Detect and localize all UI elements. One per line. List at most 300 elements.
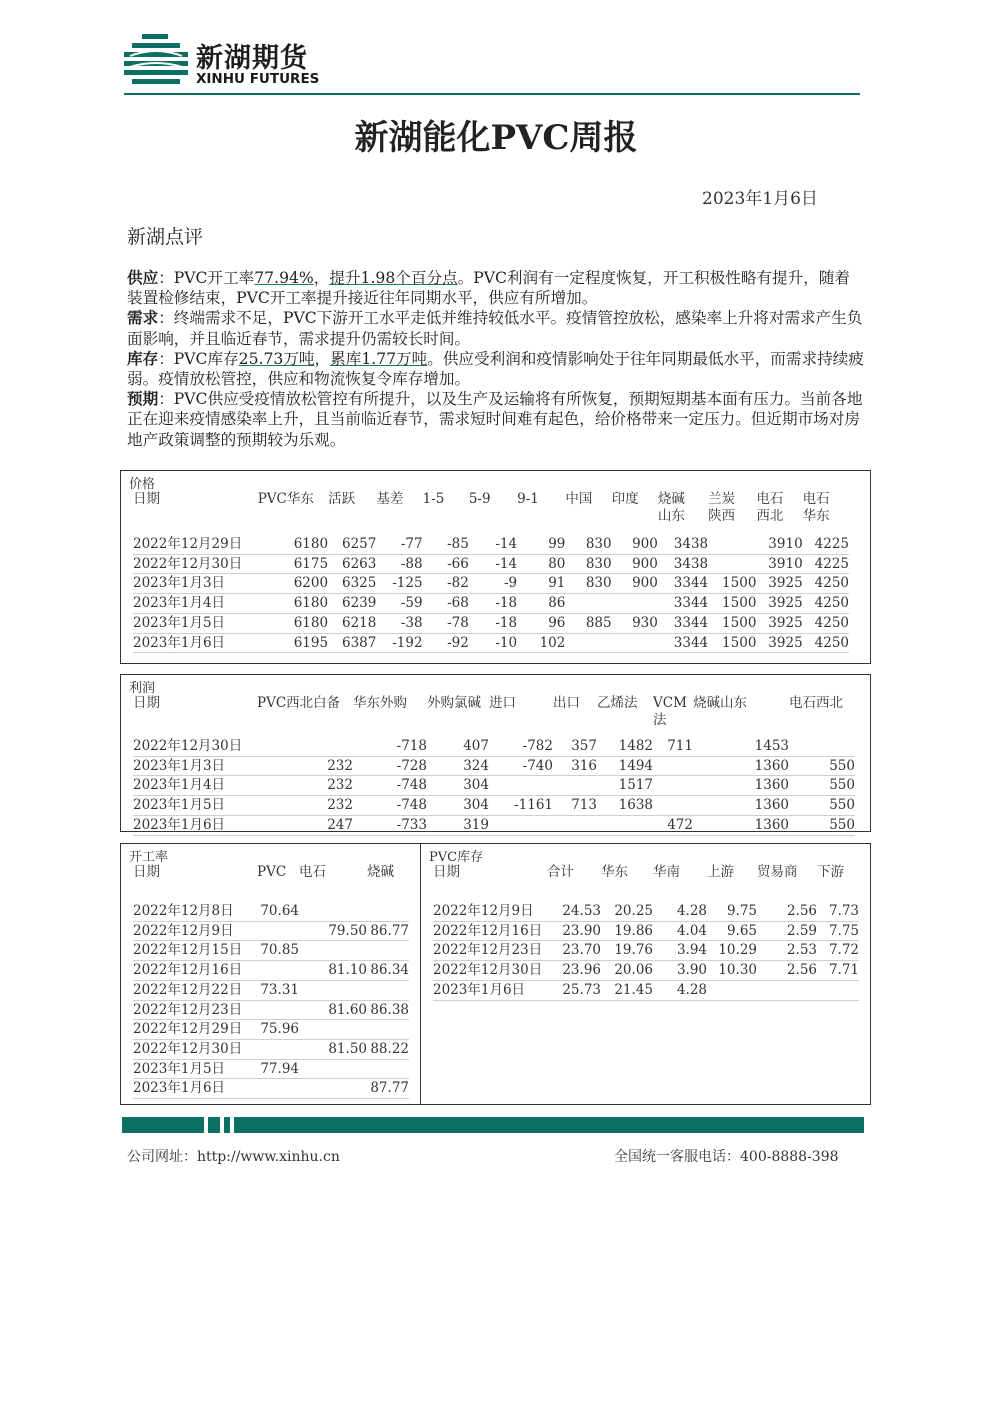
value-cell: -78 bbox=[423, 613, 469, 633]
value-cell bbox=[653, 776, 693, 796]
value-cell: 75.96 bbox=[257, 1020, 299, 1040]
supply-label: 供应 bbox=[127, 268, 159, 287]
value-cell bbox=[299, 1059, 367, 1079]
value-cell: 1360 bbox=[693, 756, 789, 776]
value-cell: 99 bbox=[517, 535, 565, 554]
column-header: PVC西北白备 bbox=[257, 695, 341, 711]
column-header: 乙烯法 bbox=[597, 695, 638, 711]
value-cell: 6180 bbox=[258, 613, 328, 633]
outlook-label: 预期 bbox=[127, 389, 159, 409]
date-cell: 2023年1月5日 bbox=[133, 613, 258, 633]
value-cell: -740 bbox=[489, 756, 553, 776]
column-header: 出口 bbox=[553, 695, 580, 711]
value-cell: 319 bbox=[427, 815, 489, 835]
table-row bbox=[133, 921, 409, 941]
value-cell: 96 bbox=[517, 613, 565, 633]
date-cell: 2022年12月8日 bbox=[133, 902, 257, 921]
inventory-highlight-level: 25.73万吨 bbox=[238, 349, 315, 368]
table-header-row bbox=[133, 695, 855, 737]
value-cell: 6218 bbox=[328, 613, 376, 633]
value-cell: 1517 bbox=[597, 776, 653, 796]
value-cell bbox=[257, 1079, 299, 1099]
price-table bbox=[133, 491, 849, 653]
value-cell bbox=[367, 902, 409, 921]
value-cell: 3910 bbox=[756, 554, 802, 574]
column-header: 外购氯碱 bbox=[427, 695, 481, 711]
value-cell: 3438 bbox=[658, 554, 708, 574]
inventory-highlight-change: 累库1.77万吨 bbox=[330, 349, 428, 368]
value-cell: 7.71 bbox=[817, 961, 859, 981]
value-cell: 1500 bbox=[708, 574, 756, 594]
header-divider bbox=[124, 93, 860, 95]
value-cell: -92 bbox=[423, 633, 469, 653]
value-cell: 900 bbox=[612, 574, 658, 594]
date-cell: 2022年12月30日 bbox=[133, 737, 257, 756]
value-cell: 81.60 bbox=[299, 1000, 367, 1020]
value-cell: 70.85 bbox=[257, 941, 299, 961]
value-cell: 7.73 bbox=[817, 902, 859, 921]
value-cell: 1360 bbox=[693, 815, 789, 835]
value-cell: -782 bbox=[489, 737, 553, 756]
date-cell: 2022年12月29日 bbox=[133, 535, 258, 554]
value-cell: -125 bbox=[376, 574, 422, 594]
inventory-panel bbox=[420, 843, 871, 1105]
profit-panel bbox=[120, 674, 871, 832]
value-cell: 1494 bbox=[597, 756, 653, 776]
value-cell bbox=[708, 554, 756, 574]
supply-text-pre: ：PVC开工率 bbox=[158, 269, 255, 287]
value-cell: 550 bbox=[789, 756, 855, 776]
value-cell: 1638 bbox=[597, 796, 653, 816]
value-cell: 7.72 bbox=[817, 941, 859, 961]
column-header: 基差 bbox=[376, 491, 404, 507]
value-cell: 4225 bbox=[803, 554, 849, 574]
footer-hotline: 全国统一客服电话：400-8888-398 bbox=[614, 1149, 839, 1165]
table-row bbox=[133, 961, 409, 981]
value-cell bbox=[489, 776, 553, 796]
value-cell: 1500 bbox=[708, 613, 756, 633]
value-cell: 4225 bbox=[803, 535, 849, 554]
value-cell: 3925 bbox=[756, 594, 802, 614]
column-header: 烧碱 山东 bbox=[657, 491, 685, 524]
column-header: 电石西北 bbox=[789, 695, 843, 711]
value-cell: -10 bbox=[469, 633, 517, 653]
value-cell: 930 bbox=[612, 613, 658, 633]
value-cell: 6387 bbox=[328, 633, 376, 653]
value-cell: 9.65 bbox=[707, 921, 757, 941]
value-cell: 1500 bbox=[708, 633, 756, 653]
column-header: 电石 华东 bbox=[802, 491, 830, 524]
outlook-text: ：PVC供应受疫情放松管控有所提升，以及生产及运输将有所恢复，预期短期基本面有压力。当前各地正在迎来疫情感染率上升，且当前临近春节，需求短时间难有起色，给价格带来一定压力。但近期市场对房地产政策调整的预期较为乐观。 bbox=[127, 390, 863, 449]
value-cell: 19.86 bbox=[601, 921, 653, 941]
value-cell: 4.28 bbox=[653, 980, 707, 1000]
operating-rate-table bbox=[133, 864, 409, 1099]
column-header: 中国 bbox=[565, 491, 593, 507]
date-cell: 2023年1月4日 bbox=[133, 776, 257, 796]
table-row bbox=[133, 535, 849, 554]
commentary-supply bbox=[127, 268, 865, 308]
value-cell bbox=[367, 980, 409, 1000]
value-cell: -14 bbox=[469, 554, 517, 574]
date-cell: 2023年1月6日 bbox=[133, 633, 258, 653]
supply-text-mid: ， bbox=[313, 269, 330, 287]
column-header: 华东外购 bbox=[353, 695, 407, 711]
value-cell bbox=[553, 815, 597, 835]
value-cell: -1161 bbox=[489, 796, 553, 816]
brand-name-en: XINHU FUTURES bbox=[196, 71, 320, 87]
inventory-table bbox=[433, 864, 859, 1001]
value-cell: 21.45 bbox=[601, 980, 653, 1000]
value-cell: 3.94 bbox=[653, 941, 707, 961]
value-cell: -88 bbox=[376, 554, 422, 574]
column-header: 下游 bbox=[817, 864, 844, 880]
column-header: 兰炭 陕西 bbox=[708, 491, 736, 524]
value-cell: 6257 bbox=[328, 535, 376, 554]
value-cell bbox=[257, 737, 353, 756]
value-cell: 4250 bbox=[803, 613, 849, 633]
value-cell: 20.06 bbox=[601, 961, 653, 981]
value-cell: 830 bbox=[565, 574, 611, 594]
value-cell bbox=[789, 737, 855, 756]
value-cell: -14 bbox=[469, 535, 517, 554]
value-cell: -66 bbox=[423, 554, 469, 574]
supply-highlight-rate: 77.94% bbox=[254, 269, 314, 287]
value-cell: 550 bbox=[789, 796, 855, 816]
value-cell: -68 bbox=[423, 594, 469, 614]
value-cell bbox=[257, 1039, 299, 1059]
value-cell: -748 bbox=[353, 796, 427, 816]
value-cell bbox=[707, 980, 757, 1000]
value-cell bbox=[257, 1000, 299, 1020]
table-row bbox=[133, 737, 855, 756]
value-cell: 830 bbox=[565, 535, 611, 554]
value-cell: 550 bbox=[789, 776, 855, 796]
footer-bar bbox=[122, 1117, 864, 1133]
value-cell bbox=[817, 980, 859, 1000]
date-cell: 2022年12月23日 bbox=[433, 941, 547, 961]
value-cell: 88.22 bbox=[367, 1039, 409, 1059]
column-header: VCM法 bbox=[653, 695, 687, 728]
table-row bbox=[133, 1039, 409, 1059]
column-header: 5-9 bbox=[468, 491, 491, 507]
value-cell: -733 bbox=[353, 815, 427, 835]
value-cell bbox=[612, 594, 658, 614]
value-cell bbox=[299, 1079, 367, 1099]
value-cell: 4250 bbox=[803, 574, 849, 594]
table-row bbox=[133, 554, 849, 574]
date-cell: 2022年12月9日 bbox=[133, 921, 257, 941]
table-row bbox=[133, 776, 855, 796]
table-row bbox=[433, 902, 859, 921]
value-cell: -9 bbox=[469, 574, 517, 594]
inventory-label: 库存 bbox=[127, 348, 159, 368]
value-cell bbox=[299, 941, 367, 961]
xinhu-logo-icon bbox=[124, 34, 188, 88]
value-cell: 24.53 bbox=[547, 902, 601, 921]
value-cell: 73.31 bbox=[257, 980, 299, 1000]
value-cell bbox=[299, 980, 367, 1000]
demand-text: ：终端需求不足，PVC下游开工水平走低并维持较低水平。疫情管控放松，感染率上升将对需求产生负面影响，并且临近春节，需求提升仍需较长时间。 bbox=[127, 309, 863, 348]
footer-website: 公司网址：http://www.xinhu.cn bbox=[127, 1149, 340, 1165]
value-cell: 1360 bbox=[693, 796, 789, 816]
value-cell: 80 bbox=[517, 554, 565, 574]
value-cell: 2.56 bbox=[757, 902, 817, 921]
value-cell bbox=[757, 980, 817, 1000]
table-row bbox=[133, 613, 849, 633]
report-title: 新湖能化PVC周报 bbox=[354, 118, 638, 158]
table-row bbox=[133, 633, 849, 653]
value-cell: 10.29 bbox=[707, 941, 757, 961]
value-cell: 79.50 bbox=[299, 921, 367, 941]
value-cell bbox=[257, 921, 299, 941]
date-cell: 2022年12月22日 bbox=[133, 980, 257, 1000]
value-cell: 3344 bbox=[658, 594, 708, 614]
inventory-text-mid: ， bbox=[314, 349, 331, 368]
date-cell: 2022年12月15日 bbox=[133, 941, 257, 961]
date-cell: 2023年1月5日 bbox=[133, 1059, 257, 1079]
value-cell: 86.77 bbox=[367, 921, 409, 941]
table-row bbox=[133, 574, 849, 594]
value-cell: 6180 bbox=[258, 594, 328, 614]
column-header: 9-1 bbox=[517, 491, 539, 507]
value-cell: 6180 bbox=[258, 535, 328, 554]
table-row bbox=[133, 941, 409, 961]
value-cell: 9.75 bbox=[707, 902, 757, 921]
date-cell: 2023年1月6日 bbox=[133, 815, 257, 835]
value-cell: 102 bbox=[517, 633, 565, 653]
value-cell: 81.50 bbox=[299, 1039, 367, 1059]
value-cell: 70.64 bbox=[257, 902, 299, 921]
value-cell: 20.25 bbox=[601, 902, 653, 921]
table-row bbox=[133, 1059, 409, 1079]
column-header: 烧碱山东 bbox=[693, 695, 747, 711]
table-row bbox=[133, 815, 855, 835]
value-cell bbox=[367, 1059, 409, 1079]
table-row bbox=[133, 756, 855, 776]
date-cell: 2023年1月6日 bbox=[133, 1079, 257, 1099]
value-cell: 87.77 bbox=[367, 1079, 409, 1099]
table-row bbox=[133, 902, 409, 921]
table-row bbox=[433, 921, 859, 941]
date-cell: 2022年12月16日 bbox=[133, 961, 257, 981]
column-header: PVC bbox=[257, 864, 287, 880]
value-cell: 3344 bbox=[658, 633, 708, 653]
inventory-text-pre: ：PVC库存 bbox=[158, 349, 239, 368]
value-cell: 357 bbox=[553, 737, 597, 756]
value-cell: 316 bbox=[553, 756, 597, 776]
value-cell: 6325 bbox=[328, 574, 376, 594]
value-cell: -18 bbox=[469, 613, 517, 633]
date-cell: 2023年1月3日 bbox=[133, 756, 257, 776]
date-cell: 2023年1月6日 bbox=[433, 980, 547, 1000]
value-cell: 550 bbox=[789, 815, 855, 835]
table-header-row bbox=[133, 491, 849, 535]
value-cell: 2.59 bbox=[757, 921, 817, 941]
column-header: 印度 bbox=[611, 491, 639, 507]
value-cell: -748 bbox=[353, 776, 427, 796]
date-cell: 2022年12月30日 bbox=[133, 554, 258, 574]
value-cell: 232 bbox=[257, 796, 353, 816]
value-cell: 4250 bbox=[803, 594, 849, 614]
value-cell: -718 bbox=[353, 737, 427, 756]
value-cell: 407 bbox=[427, 737, 489, 756]
date-cell: 2022年12月23日 bbox=[133, 1000, 257, 1020]
brand-name-cn: 新湖期货 bbox=[196, 43, 308, 74]
value-cell: 4.04 bbox=[653, 921, 707, 941]
supply-text-post: 。PVC利润有一定程度恢复，开工积极性略有提升，随着装置检修结束，PVC开工率提升接近往年同期水平，供应有所增加。 bbox=[127, 269, 850, 308]
table-row bbox=[433, 941, 859, 961]
profit-table bbox=[133, 695, 855, 836]
value-cell: 2.56 bbox=[757, 961, 817, 981]
column-header: 进口 bbox=[489, 695, 516, 711]
value-cell: -38 bbox=[376, 613, 422, 633]
value-cell: 304 bbox=[427, 796, 489, 816]
value-cell: 6263 bbox=[328, 554, 376, 574]
value-cell: 232 bbox=[257, 776, 353, 796]
value-cell: 885 bbox=[565, 613, 611, 633]
commentary bbox=[127, 268, 865, 450]
value-cell: -85 bbox=[423, 535, 469, 554]
commentary-demand bbox=[127, 308, 865, 348]
value-cell: 3925 bbox=[756, 633, 802, 653]
value-cell: 6239 bbox=[328, 594, 376, 614]
value-cell: 6195 bbox=[258, 633, 328, 653]
value-cell: -82 bbox=[423, 574, 469, 594]
value-cell: 4.28 bbox=[653, 902, 707, 921]
column-header: 日期 bbox=[133, 695, 160, 711]
inventory-text-post: 。供应受利润和疫情影响处于往年同期最低水平，而需求持续疲弱。疫情放松管控，供应和物流恢复令库存增加。 bbox=[127, 349, 864, 389]
table-row bbox=[133, 1000, 409, 1020]
table-row bbox=[433, 980, 859, 1000]
value-cell bbox=[653, 756, 693, 776]
operating-rate-panel bbox=[120, 843, 421, 1105]
table-row bbox=[133, 1020, 409, 1040]
value-cell: 6175 bbox=[258, 554, 328, 574]
value-cell: 713 bbox=[553, 796, 597, 816]
value-cell bbox=[612, 633, 658, 653]
value-cell: 1453 bbox=[693, 737, 789, 756]
value-cell bbox=[565, 633, 611, 653]
value-cell: 3344 bbox=[658, 574, 708, 594]
column-header: 日期 bbox=[433, 864, 460, 880]
column-header: 电石 bbox=[299, 864, 326, 880]
value-cell: 3344 bbox=[658, 613, 708, 633]
column-header: 电石 西北 bbox=[756, 491, 784, 524]
value-cell: 472 bbox=[653, 815, 693, 835]
profit-panel-title: 利润 bbox=[129, 681, 156, 696]
value-cell: 91 bbox=[517, 574, 565, 594]
column-header: 日期 bbox=[133, 491, 160, 507]
value-cell: 25.73 bbox=[547, 980, 601, 1000]
value-cell: 1482 bbox=[597, 737, 653, 756]
value-cell: 86.38 bbox=[367, 1000, 409, 1020]
value-cell: -77 bbox=[376, 535, 422, 554]
price-panel-title: 价格 bbox=[129, 477, 156, 492]
report-date: 2023年1月6日 bbox=[702, 189, 818, 209]
column-header: 贸易商 bbox=[757, 864, 798, 880]
value-cell: 81.10 bbox=[299, 961, 367, 981]
value-cell bbox=[367, 941, 409, 961]
value-cell: 3925 bbox=[756, 574, 802, 594]
date-cell: 2023年1月3日 bbox=[133, 574, 258, 594]
value-cell bbox=[299, 902, 367, 921]
column-header: 活跃 bbox=[328, 491, 356, 507]
value-cell bbox=[367, 1020, 409, 1040]
value-cell: 19.76 bbox=[601, 941, 653, 961]
value-cell: 711 bbox=[653, 737, 693, 756]
value-cell: 232 bbox=[257, 756, 353, 776]
value-cell: 4250 bbox=[803, 633, 849, 653]
value-cell bbox=[489, 815, 553, 835]
table-row bbox=[133, 980, 409, 1000]
commentary-inventory bbox=[127, 349, 865, 389]
value-cell: 23.96 bbox=[547, 961, 601, 981]
value-cell: 1500 bbox=[708, 594, 756, 614]
value-cell: 10.30 bbox=[707, 961, 757, 981]
demand-label: 需求 bbox=[127, 308, 159, 328]
value-cell bbox=[597, 815, 653, 835]
column-header: 烧碱 bbox=[367, 864, 394, 880]
value-cell: 3910 bbox=[756, 535, 802, 554]
supply-highlight-change: 提升1.98个百分点 bbox=[329, 269, 458, 287]
value-cell: 77.94 bbox=[257, 1059, 299, 1079]
value-cell: -18 bbox=[469, 594, 517, 614]
price-panel bbox=[120, 470, 871, 664]
table-header-row bbox=[433, 864, 859, 902]
value-cell bbox=[565, 594, 611, 614]
value-cell: 7.75 bbox=[817, 921, 859, 941]
table-row bbox=[133, 594, 849, 614]
date-cell: 2022年12月30日 bbox=[433, 961, 547, 981]
value-cell: 900 bbox=[612, 554, 658, 574]
column-header: 上游 bbox=[707, 864, 734, 880]
value-cell bbox=[299, 1020, 367, 1040]
column-header: 1-5 bbox=[422, 491, 445, 507]
value-cell: 3438 bbox=[658, 535, 708, 554]
value-cell: -192 bbox=[376, 633, 422, 653]
value-cell: 3.90 bbox=[653, 961, 707, 981]
value-cell: -728 bbox=[353, 756, 427, 776]
value-cell: 23.70 bbox=[547, 941, 601, 961]
value-cell bbox=[708, 535, 756, 554]
date-cell: 2022年12月16日 bbox=[433, 921, 547, 941]
column-header: PVC华东 bbox=[257, 491, 314, 507]
date-cell: 2022年12月30日 bbox=[133, 1039, 257, 1059]
value-cell bbox=[653, 796, 693, 816]
date-cell: 2022年12月29日 bbox=[133, 1020, 257, 1040]
column-header: 华东 bbox=[601, 864, 628, 880]
table-row bbox=[433, 961, 859, 981]
value-cell: 23.90 bbox=[547, 921, 601, 941]
value-cell: 304 bbox=[427, 776, 489, 796]
value-cell: 6200 bbox=[258, 574, 328, 594]
value-cell bbox=[553, 776, 597, 796]
value-cell: 86.34 bbox=[367, 961, 409, 981]
commentary-outlook bbox=[127, 389, 865, 450]
value-cell: 3925 bbox=[756, 613, 802, 633]
value-cell: 86 bbox=[517, 594, 565, 614]
column-header: 华南 bbox=[653, 864, 680, 880]
date-cell: 2023年1月5日 bbox=[133, 796, 257, 816]
table-header-row bbox=[133, 864, 409, 902]
value-cell: 900 bbox=[612, 535, 658, 554]
operating-rate-panel-title: 开工率 bbox=[129, 850, 169, 865]
value-cell: -59 bbox=[376, 594, 422, 614]
value-cell: 324 bbox=[427, 756, 489, 776]
value-cell: 1360 bbox=[693, 776, 789, 796]
date-cell: 2023年1月4日 bbox=[133, 594, 258, 614]
table-row bbox=[133, 1079, 409, 1099]
